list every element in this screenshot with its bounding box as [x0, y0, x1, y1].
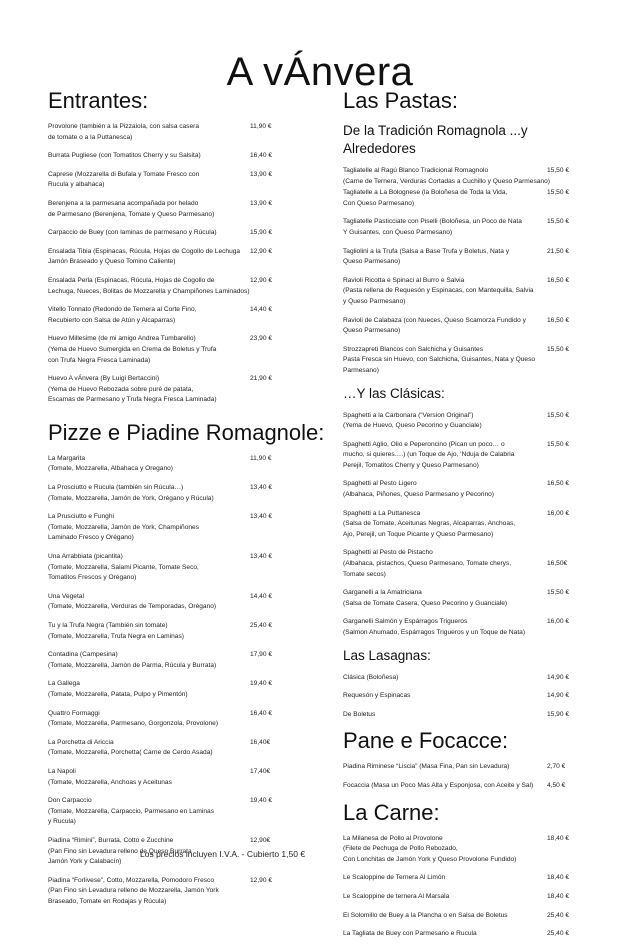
- menu-item: [48, 454, 338, 475]
- dish-description: de Parmesano (Berenjena, Tomate y Queso Parmesano): [48, 210, 215, 218]
- menu-item: [343, 588, 603, 609]
- dish-description: (Salsa de Tomate Casera, Queso Pecorino y Guanciale): [343, 599, 508, 607]
- menu-item: [343, 691, 603, 702]
- dish-price: 18,40 €: [547, 834, 569, 842]
- menu-item: [343, 781, 603, 792]
- menu-item: [343, 873, 603, 884]
- dish-name: Tagliatelle al Ragú Blanco Tradicional Romagnolo: [343, 167, 489, 174]
- dish-price: 18,40 €: [547, 892, 569, 900]
- section-heading: Pizze e Piadine Romagnole:: [48, 419, 325, 445]
- menu-item: [48, 334, 338, 366]
- dish-description: Ajo, Perejil, un Toque Picante y Queso Parmesano): [343, 530, 494, 538]
- dish-description: Escamas de Parmesano y Trufa Negra Fresca Laminada): [48, 396, 217, 404]
- dish-name: Clásica (Boloñesa): [343, 673, 399, 681]
- dish-price: 23,90 €: [250, 335, 272, 343]
- dish-description: (Tomate, Mozzarella, Jamón de York, Champiñones: [48, 523, 199, 531]
- dish-price: 15,90 €: [250, 229, 272, 237]
- menu-section: [48, 88, 338, 406]
- dish-name: Piadina “Forlivese”, Cotto, Mozzarella, Pomodoro Fresco: [48, 876, 215, 884]
- dish-name: La Porchetta di Ariccia: [48, 738, 114, 746]
- dish-price: 25,40 €: [250, 622, 272, 629]
- menu-item: [48, 199, 338, 220]
- menu-item: [48, 276, 338, 297]
- dish-description: Tomate secos): [343, 570, 386, 578]
- dish-description: (Tomate, Mozzarella, Jamón de Parma, Rúcula y Burrata): [48, 661, 217, 669]
- dish-price: 13,40 €: [250, 513, 272, 521]
- dish-description: (Yema de Huevo Sumergida en Crema de Boletus y Trufa: [48, 345, 217, 353]
- dish-name: Spaghetti Aglio, Olio e Peperoncino (Pican un poco… o: [343, 440, 505, 448]
- dish-name: Contadina (Campesina): [48, 651, 118, 659]
- dish-description: (Tomate, Mozzarella, Trufa Negra en Laminas): [48, 632, 184, 640]
- menu-item: [343, 929, 603, 940]
- dish-description: Y Guisantes, con Queso Parmesano): [343, 228, 453, 236]
- dish-price: 14,40 €: [250, 306, 272, 314]
- menu-item: [343, 834, 603, 866]
- dish-description: y Rucula): [48, 818, 76, 826]
- dish-name: Una Vegetal: [48, 592, 84, 600]
- dish-price: 16,50 €: [547, 480, 569, 488]
- menu-section: [343, 728, 603, 791]
- section-heading: Pane e Focacce:: [343, 728, 509, 754]
- dish-name: Spaghetti al Pesto de Pistacho: [343, 549, 433, 557]
- dish-price: 14,40 €: [250, 592, 272, 600]
- dish-description: Queso Parmesano): [343, 327, 401, 335]
- dish-price: 15,50 €: [547, 167, 569, 174]
- dish-price: 4,50 €: [547, 781, 566, 789]
- section-heading: La Carne:: [343, 799, 440, 825]
- dish-price: 25,40 €: [547, 930, 569, 938]
- menu-item: [48, 552, 338, 584]
- dish-name: Garganelli a la Amatriciana: [343, 589, 422, 597]
- dish-name: La Prosciutto e Rucula (también sin Rúcula…): [48, 484, 184, 492]
- dish-price: 15,50 €: [547, 589, 569, 597]
- dish-description: Recubierto con Salsa de Atún y Alcaparras): [48, 316, 176, 324]
- dish-description: Pasta Fresca sin Huevo, con Salchicha, Guisantes, Nata y Queso: [343, 356, 536, 364]
- dish-name: Quattro Formaggi: [48, 709, 100, 717]
- dish-name: Ravioli de Calabaza (con Nueces, Queso Scamorza Fundido y: [343, 316, 526, 324]
- menu-item: [343, 548, 603, 580]
- dish-price: 21,90 €: [250, 375, 272, 383]
- dish-price: 15,90 €: [547, 710, 569, 718]
- dish-description: Jamón York y Calabacín): [48, 858, 122, 866]
- dish-name: Piadina “Rimini”, Burrata, Cotto e Zucchine: [48, 836, 174, 844]
- menu-item: [343, 166, 603, 187]
- section-heading: …Y las Clásicas:: [343, 385, 445, 401]
- dish-description: (Albahaca, Piñones, Queso Parmesano y Pecorino): [343, 491, 495, 499]
- dish-price: 13,40 €: [250, 553, 272, 561]
- dish-description: y Queso Parmesano): [343, 297, 406, 305]
- dish-name: Piadina Riminese “Liscia” (Masa Fina, Pan sin Levadura): [343, 763, 510, 771]
- menu-item: [343, 673, 603, 684]
- dish-price: 21,50 €: [547, 247, 569, 255]
- menu-item: [343, 892, 603, 903]
- dish-description: (Tomate, Mozzarella, Patata, Pulpo y Pimentón): [48, 690, 188, 698]
- dish-price: 17,90 €: [250, 651, 272, 659]
- dish-name: El Solomillo de Buey a la Plancha o en Salsa de Boletus: [343, 911, 508, 919]
- dish-price: 14,90 €: [547, 692, 569, 700]
- dish-price: 16,40€: [250, 738, 271, 746]
- dish-price: 13,40 €: [250, 484, 272, 492]
- menu-item: [343, 247, 603, 268]
- dish-name: La Margarita: [48, 454, 86, 462]
- menu-section: [343, 88, 603, 114]
- menu-item: [48, 767, 338, 788]
- price-footer-note: Los precios incluyen I.V.A. - Cubierto 1,50 €: [140, 849, 306, 859]
- menu-item: [48, 650, 338, 671]
- menu-item: [343, 479, 603, 500]
- dish-description: Laminado Fresco y Orégano): [48, 534, 134, 542]
- dish-price: 25,40 €: [547, 911, 569, 919]
- dish-price: 11,90 €: [250, 123, 272, 130]
- dish-price: 12,90 €: [250, 276, 272, 284]
- menu-item: [48, 709, 338, 730]
- dish-name: Spaghetti a la Carbonara (“Version Original”): [343, 411, 474, 419]
- dish-description: (Pan Fino sin Levadura relleno de Queso Burrata: [48, 847, 192, 855]
- menu-section: [48, 420, 338, 908]
- dish-price: 15,50 €: [547, 218, 569, 226]
- dish-price: 17,40€: [250, 767, 271, 775]
- menu-item: [343, 617, 603, 638]
- dish-price: 16,40 €: [250, 152, 272, 160]
- left-column: [48, 88, 338, 915]
- dish-name: Ensalada Perla (Espinacas, Rúcula, Hojas de Cogollo de: [48, 276, 215, 284]
- dish-description: (Tomate, Mozzarella, Verduras de Temporadas, Orégano): [48, 603, 217, 611]
- menu-item: [343, 188, 603, 209]
- dish-description: (Tomate, Mozzarella, Salami Picante, Tomate Seco,: [48, 563, 199, 571]
- dish-name: Caprese (Mozzarella di Bufala y Tomate Fresco con: [48, 170, 200, 178]
- dish-price: 14,90 €: [547, 673, 569, 681]
- dish-name: De Boletus: [343, 710, 376, 718]
- menu-item: [343, 762, 603, 773]
- dish-price: 19,40 €: [250, 797, 272, 805]
- dish-description: (Tomate, Mozzarella, Anchoas y Aceitunas: [48, 778, 172, 786]
- dish-price: 16,00 €: [547, 618, 569, 626]
- section-heading: De la Tradición Romagnola ...y Alrededores: [343, 123, 528, 156]
- dish-description: Tomatitos Frescos y Orégano): [48, 574, 137, 582]
- dish-description: Jamón Braseado y Queso Tomino Caliente): [48, 258, 176, 266]
- dish-name: Ensalada Tibia (Espinacas, Rúcula, Hojas de Cogollo de Lechuga: [48, 247, 241, 255]
- dish-name: Una Arrabbiata (picantita): [48, 553, 123, 561]
- dish-price: 15,50 €: [547, 189, 569, 197]
- dish-description: (Tomate, Mozzarella, Porchetta( Carne de Cerdo Asada): [48, 749, 213, 757]
- dish-name: Carpaccio de Buey (con laminas de parmesano y Rúcula): [48, 229, 217, 237]
- menu-item: [343, 440, 603, 472]
- menu-item: [48, 228, 338, 239]
- dish-description: (Carne de Ternera, Verduras Cortadas a Cuchillo y Queso Parmesano): [343, 177, 550, 185]
- dish-price: 16,50 €: [547, 316, 569, 324]
- dish-name: Tagliatelle Pasticciate con Piselli (Boloñesa, un Poco de Nata: [343, 218, 522, 226]
- dish-price: 19,40 €: [250, 680, 272, 688]
- dish-price: 16,40 €: [250, 709, 272, 717]
- dish-name: Spaghetti a La Puttanesca: [343, 509, 421, 517]
- dish-name: Vitello Tonnato (Redondo de Ternera al Corte Fino,: [48, 306, 197, 314]
- section-heading: Entrantes:: [48, 88, 149, 113]
- dish-name: Provolone (también a la Pizzaiola, con salsa casera: [48, 123, 200, 130]
- dish-description: (Yema de Huevo Rebozada sobre puré de patata,: [48, 385, 194, 393]
- dish-price: 15,50 €: [547, 411, 569, 419]
- menu-item: [48, 512, 338, 544]
- dish-name: Don Carpaccio: [48, 797, 92, 805]
- dish-name: Tagliolini a la Trufa (Salsa a Base Trufa y Boletus, Nata y: [343, 247, 510, 255]
- dish-price: 12,90 €: [250, 876, 272, 884]
- menu-item: [48, 374, 338, 406]
- menu-section: [343, 800, 603, 940]
- dish-name: Spaghetti al Pesto Ligero: [343, 480, 417, 488]
- section-heading: Las Lasagnas:: [343, 647, 431, 663]
- menu-item: [48, 151, 338, 162]
- restaurant-title: A vÁnvera: [226, 50, 414, 94]
- menu-item: [343, 710, 603, 721]
- dish-description: (Tomate, Mozzarella, Parmesano, Gorgonzola, Provolone): [48, 720, 219, 728]
- dish-name: Tu y la Trufa Negra (También sin tomate): [48, 622, 168, 629]
- menu-item: [48, 170, 338, 191]
- dish-description: Rucula y albahaca): [48, 181, 105, 189]
- dish-description: mucho, si quieres….) (un Toque de Ajo, ‘Nduja de Calabria: [343, 451, 515, 459]
- dish-description: Queso Parmesano): [343, 258, 401, 266]
- section-heading: Las Pastas:: [343, 88, 458, 113]
- dish-name: Garganelli Salmón y Espárragos Trigueros: [343, 618, 468, 626]
- dish-price: 16,50€: [547, 560, 568, 568]
- dish-description: Con Lonchitas de Jamón York y Queso Provolone Fundido): [343, 855, 517, 863]
- menu-item: [343, 316, 603, 337]
- menu-section: [343, 385, 603, 639]
- dish-description: de tomate o a la Puttanesca): [48, 133, 133, 141]
- dish-name: Focaccia (Masa un Poco Mas Alta y Esponjosa, con Aceite y Sal): [343, 781, 534, 789]
- dish-name: Le Scaloppine de Ternera Al Limón: [343, 874, 446, 882]
- menu-item: [48, 247, 338, 268]
- dish-price: 16,00 €: [547, 509, 569, 517]
- menu-item: [48, 796, 338, 828]
- right-column: [343, 88, 603, 948]
- dish-name: La Prusciutto e Funghi: [48, 513, 114, 521]
- dish-name: Berenjena a la parmesana acompañada por helado: [48, 199, 199, 207]
- dish-name: Burrata Pugliese (con Tomatitos Cherry y su Salsita): [48, 152, 201, 160]
- dish-name: Requesón y Espinacas: [343, 692, 411, 700]
- dish-price: 15,50 €: [547, 345, 569, 353]
- menu-section: [343, 122, 603, 377]
- dish-name: Huevo Millesime (de mi amigo Andrea Tumbarello): [48, 335, 196, 343]
- dish-description: Braseado, Tomate en Rodajas y Rúcula): [48, 897, 167, 905]
- dish-description: (Albahaca, pistachos, Queso Parmesano, Tomate cherys,: [343, 560, 512, 568]
- dish-description: Con Queso Parmesano): [343, 199, 415, 207]
- dish-price: 13,90 €: [250, 199, 272, 207]
- dish-description: (Pasta rellena de Requesón y Espinacas, con Mantequilla, Salvia: [343, 287, 534, 295]
- menu-item: [48, 592, 338, 613]
- dish-price: 12,90 €: [250, 247, 272, 255]
- dish-name: Huevo A vÁnvera (By Luigi Bertaccini): [48, 375, 160, 383]
- dish-description: (Pan Fino sin Levadura relleno de Mozzarella, Jamón York: [48, 887, 219, 895]
- menu-item: [343, 345, 603, 377]
- dish-description: Lechuga, Nueces, Bolitas de Mozzarella y Champiñones Laminados): [48, 287, 250, 295]
- dish-name: Ravioli Ricotta e Spinaci al Burro e Salvia: [343, 276, 465, 284]
- dish-description: con Trufa Negra Fresca Laminada): [48, 356, 151, 364]
- dish-price: 18,40 €: [547, 874, 569, 882]
- dish-description: (Salsa de Tomate, Aceitunas Negras, Alcaparras, Anchoas,: [343, 520, 516, 528]
- menu-item: [48, 621, 338, 642]
- menu-item: [48, 679, 338, 700]
- dish-description: (Filete de Pechuga de Pollo Rebozado,: [343, 845, 458, 853]
- dish-description: (Tomate, Mozzarella, Jamón de York, Orégano y Rúcula): [48, 494, 214, 502]
- menu-item: [343, 276, 603, 308]
- dish-description: Parmesano): [343, 366, 379, 374]
- dish-name: La Milanesa de Pollo al Provolone: [343, 834, 443, 842]
- dish-price: 13,90 €: [250, 170, 272, 178]
- dish-description: (Tomate, Mozzarella, Carpaccio, Parmesano en Laminas: [48, 807, 215, 815]
- menu-item: [48, 738, 338, 759]
- menu-item: [48, 122, 338, 143]
- dish-price: 2,70 €: [547, 763, 566, 771]
- menu-section: [343, 647, 603, 721]
- dish-name: Le Scaloppine de ternera Al Marsala: [343, 892, 450, 900]
- dish-name: Strozzapreti Blancos con Salchicha y Guisantes: [343, 345, 484, 353]
- dish-name: Tagliatelle a La Bolognese (la Boloñesa de Toda la Vida,: [343, 189, 508, 197]
- dish-price: 11,90 €: [250, 454, 272, 462]
- dish-name: La Napoli: [48, 767, 76, 775]
- dish-name: La Gallega: [48, 680, 80, 688]
- menu-item: [48, 483, 338, 504]
- menu-item: [343, 411, 603, 432]
- dish-price: 16,50 €: [547, 276, 569, 284]
- menu-item: [343, 217, 603, 238]
- dish-price: 15,50 €: [547, 440, 569, 448]
- dish-description: (Tomate, Mozzarella, Albahaca y Oregano): [48, 465, 173, 473]
- menu-item: [343, 509, 603, 541]
- dish-description: (Yema de Huevo, Queso Pecorino y Guanciale): [343, 422, 482, 430]
- dish-description: (Salmon Ahumado, Espárragos Trigueros y un Toque de Nata): [343, 629, 526, 636]
- menu-item: [343, 911, 603, 922]
- dish-description: Perejil, Tomatitos Cherry y Queso Parmesano): [343, 461, 479, 469]
- menu-item: [48, 876, 338, 908]
- dish-name: La Tagliata de Buey con Parmesano e Rucula: [343, 930, 477, 938]
- menu-item: [48, 305, 338, 326]
- dish-price: 12,90€: [250, 836, 271, 844]
